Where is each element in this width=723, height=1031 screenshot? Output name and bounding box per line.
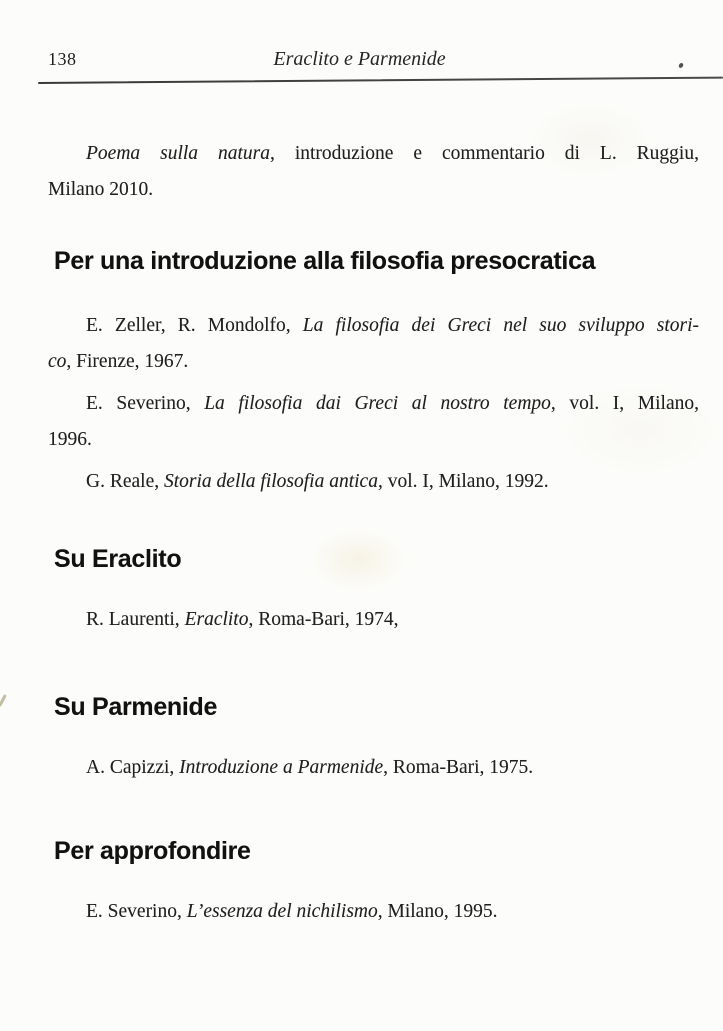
text-line [48,136,699,172]
text-run: , introduzione e commentario di L. Ruggiu, [270,143,699,164]
section-heading-per-approfondire: Per approfondire [54,837,251,865]
text-line [48,172,699,208]
running-title: Eraclito e Parmenide [273,48,446,70]
text-run: E. Severino, [86,393,205,414]
text-run: E. Severino, [86,901,187,922]
text-run: A. Capizzi, [86,757,180,778]
text-run: 1996. [48,429,92,450]
text-line [48,308,699,344]
italic-title-run: co [48,351,67,372]
text-run: , Roma-Bari, 1975. [383,757,534,778]
italic-title-run: La filosofia dai Greci al nostro tempo [204,393,551,414]
section-heading-su-eraclito: Su Eraclito [54,545,182,573]
text-line [48,750,699,786]
text-line [48,464,699,500]
bib-entry-laurenti [48,602,699,638]
text-line [48,386,699,422]
italic-title-run: La filosofia dei Greci nel suo sviluppo stori- [302,315,699,336]
text-run: R. Laurenti, [86,609,185,630]
section-heading-presocratica: Per una introduzione alla filosofia presocratica [54,247,596,275]
bib-entry-severino-1996 [48,386,699,458]
page-header [48,48,699,70]
text-run: , Roma-Bari, 1974, [248,609,399,630]
italic-title-run: Storia della filosofia antica [163,471,378,492]
text-run: , Firenze, 1967. [66,351,189,372]
italic-title-run: Eraclito [184,609,249,630]
bib-entry-zeller-mondolfo [48,308,699,380]
intro-paragraph [48,136,699,208]
header-rule [38,77,723,84]
italic-title-run: Poema sulla natura [86,143,270,164]
text-run: , vol. I, Milano, [550,393,699,414]
bib-entry-capizzi [48,750,699,786]
italic-title-run: L’essenza del nichilismo [186,901,378,922]
bib-entry-severino-1995 [48,894,699,930]
text-line [48,422,699,458]
text-line [48,894,699,930]
text-run: G. Reale, [86,471,164,492]
section-heading-su-parmenide: Su Parmenide [54,693,218,721]
text-run: , Milano, 1995. [377,901,498,922]
bib-entry-reale [48,464,699,500]
text-run: Milano 2010. [48,179,154,200]
text-line [48,344,699,380]
italic-title-run: Introduzione a Parmenide [179,757,384,778]
page-number: 138 [48,49,77,69]
text-line [48,602,699,638]
text-run: , vol. I, Milano, 1992. [377,471,549,492]
text-run: E. Zeller, R. Mondolfo, [86,315,303,336]
